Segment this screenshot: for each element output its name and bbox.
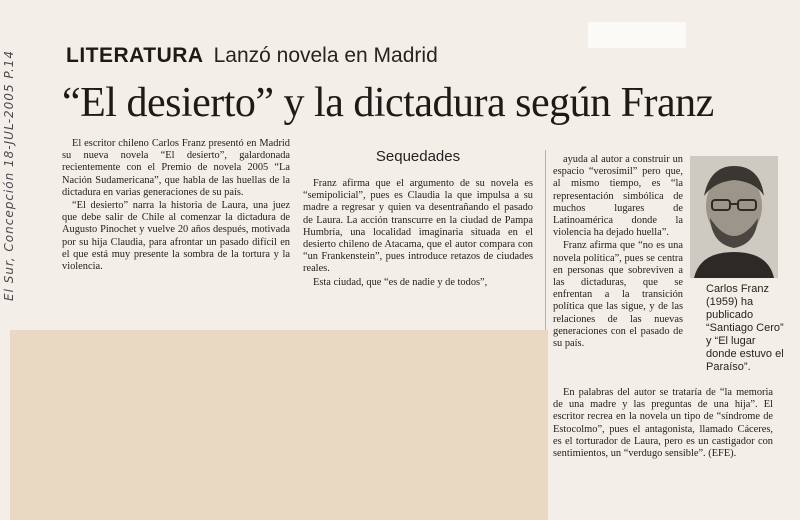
portrait-image [690,156,778,278]
author-photo [690,156,778,278]
article-column-3 [553,154,683,351]
article-column-2 [303,178,533,290]
body-paragraph: ayuda al autor a construir un espacio “verosímil” pero que, al mismo tiempo, es “la representación simbólica de muchos lugares de Latinoamérica donde la violencia ha dejado huella”. [553,154,683,239]
kicker [66,44,438,68]
body-paragraph: El escritor chileno Carlos Franz presentó en Madrid su nueva novela “El desierto”, galardonada recientemente con el Premio de novela 2005 “La Nación Sudamericana”, que habla de las huellas de la dictadura en varias generaciones de su país. [62,138,290,198]
body-paragraph: Esta ciudad, que “es de nadie y de todos”, [313,276,488,288]
body-paragraph: En palabras del autor se trataría de “la memoria de una madre y las preguntas de una hija”. El escritor recrea en la novela un tipo de “síndrome de Estocolmo”, pues el antagonista, llamado Cáceres, es el torturador de Laura, pero es un castigador con sentimientos, un “verdugo sensible”. (EFE). [553,387,773,460]
body-paragraph: “El desierto” narra la historia de Laura, una juez que debe salir de Chile al comenzar la dictadura de Augusto Pinochet y vuelve 20 años después, motivada por su hija Claudia, para afrontar un pasado difícil en el que está muy presente la sombra de la tortura y la violencia. [62,200,290,273]
article-headline: “El desierto” y la dictadura según Franz [62,80,714,126]
handwritten-note: El Sur, Concepción 18-JUL-2005 P.14 [2,49,16,301]
section-subhead: Sequedades [375,148,461,165]
kicker-subtitle: Lanzó novela en Madrid [213,44,438,67]
body-paragraph: Franz afirma que el argumento de su novela es “semipolicial”, pues es Claudia la que impulsa a su madre a regresar y quien va desentrañando el pasado de Laura. La acción transcurre en la ciudad de Pampa Humbría, una localidad imaginaria situada en el desierto chileno de Atacama, que el autor compara con “un Frankenstein”, pues introduce retazos de ciudades reales. [303,178,533,275]
article-column-4 [553,387,773,461]
photo-caption: Carlos Franz (1959) ha publicado “Santiago Cero” y “El lugar donde estuvo el Paraíso”. [706,283,784,373]
body-paragraph: Franz afirma que “no es una novela política”, pues se centra en personas que sobreviven a las dictaduras, que se enfrentan a la transición política que las sigue, y de las relaciones de las nuevas generaciones con el pasado de su país. [553,240,683,350]
article-column-1 [62,138,290,274]
paper-fold-area [10,330,548,520]
section-label: LITERATURA [66,44,204,67]
whiteout-patch [588,22,686,48]
